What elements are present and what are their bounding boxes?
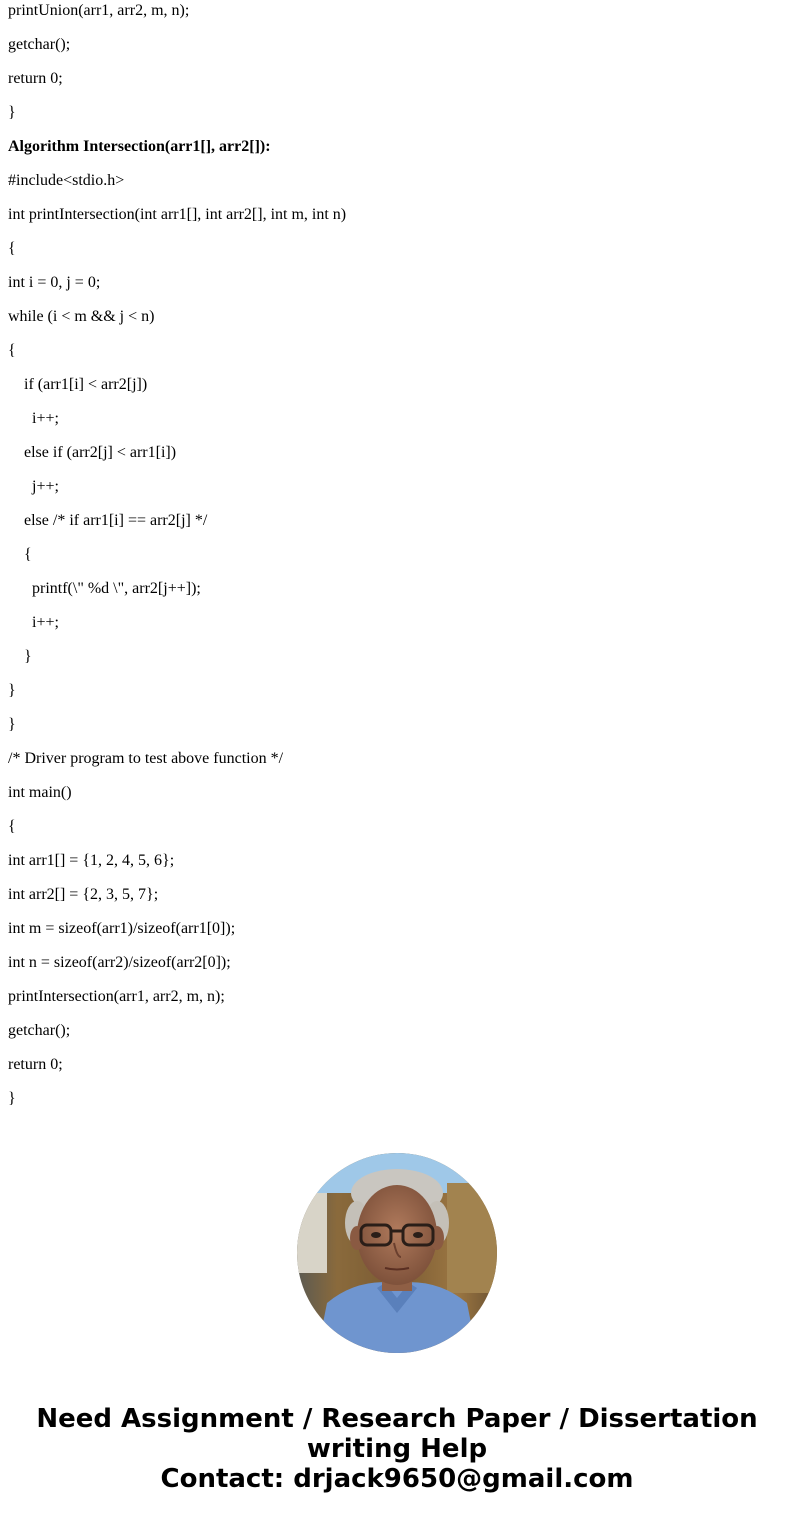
code-line: i++;	[32, 614, 59, 631]
code-line: getchar();	[8, 1022, 71, 1039]
author-photo	[297, 1153, 497, 1353]
code-line: int n = sizeof(arr2)/sizeof(arr2[0]);	[8, 954, 231, 971]
code-line: j++;	[32, 478, 59, 495]
code-line: }	[8, 104, 16, 121]
code-line: /* Driver program to test above function */	[8, 750, 284, 767]
code-line: }	[8, 716, 16, 733]
code-line: printIntersection(arr1, arr2, m, n);	[8, 988, 225, 1005]
code-line: int arr1[] = {1, 2, 4, 5, 6};	[8, 852, 175, 869]
code-line: while (i < m && j < n)	[8, 308, 155, 325]
code-line: {	[24, 546, 32, 563]
contact-banner	[0, 1404, 794, 1494]
code-line: int main()	[8, 784, 72, 801]
code-line: int i = 0, j = 0;	[8, 274, 101, 291]
code-line: getchar();	[8, 36, 71, 53]
section-heading: Algorithm Intersection(arr1[], arr2[]):	[8, 138, 271, 155]
code-line: {	[8, 342, 16, 359]
footer-contact: Contact: drjack9650@gmail.com	[160, 1464, 634, 1494]
code-line: {	[8, 818, 16, 835]
code-line: int m = sizeof(arr1)/sizeof(arr1[0]);	[8, 920, 236, 937]
author-avatar	[297, 1153, 497, 1353]
footer-line-2: writing Help	[306, 1434, 488, 1464]
code-line: }	[8, 1090, 16, 1107]
code-line: return 0;	[8, 70, 63, 87]
code-line: else /* if arr1[i] == arr2[j] */	[24, 512, 208, 529]
code-line: i++;	[32, 410, 59, 427]
code-line: }	[24, 648, 32, 665]
code-line: else if (arr2[j] < arr1[i])	[24, 444, 177, 461]
code-line: printf(\" %d \", arr2[j++]);	[32, 580, 201, 597]
code-line: int printIntersection(int arr1[], int arr2[], int m, int n)	[8, 206, 347, 223]
code-line: }	[8, 682, 16, 699]
code-line: #include<stdio.h>	[8, 172, 125, 189]
code-line: if (arr1[i] < arr2[j])	[24, 376, 148, 393]
code-line: printUnion(arr1, arr2, m, n);	[8, 2, 190, 19]
code-line: int arr2[] = {2, 3, 5, 7};	[8, 886, 159, 903]
code-line: {	[8, 240, 16, 257]
footer-line-1: Need Assignment / Research Paper / Dissertation	[36, 1404, 758, 1434]
code-line: return 0;	[8, 1056, 63, 1073]
